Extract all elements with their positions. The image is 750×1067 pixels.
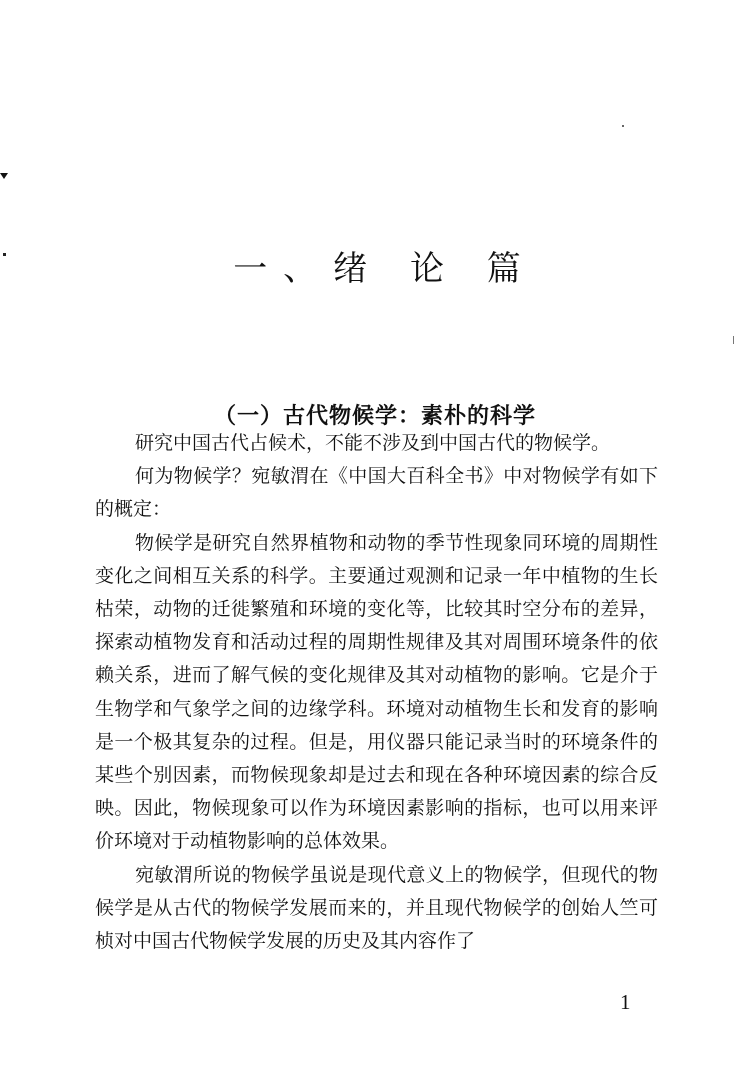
section-heading: （一）古代物候学：素朴的科学	[213, 404, 536, 430]
paragraph: 研究中国古代占候术，不能不涉及到中国古代的物候学。	[135, 432, 611, 454]
scan-mark	[733, 336, 734, 344]
body-text	[95, 427, 658, 958]
paragraph-quote: 物候学是研究自然界植物和动物的季节性现象同环境的周期性变化之间相互关系的科学。主要通过观测和记录一年中植物的生长枯荣，动物的迁徙繁殖和环境的变化等，比较其时空分布的差异，探索动植物发育和活动过程的周期性规律及其对周围环境条件的依赖关系，进而了解气候的变化规律及其对动植物的影响。它是介于生物学和气象学之间的边缘学科。环境对动植物生长和发育的影响是一个极其复杂的过程。但是，用仪器只能记录当时的环境条件的某些个别因素，而物候现象却是过去和现在各种环境因素的综合反映。因此，物候现象可以作为环境因素影响的指标，也可以用来评价环境对于动植物影响的总体效果。	[95, 531, 658, 853]
scan-mark	[0, 173, 8, 179]
paragraph: 宛敏渭所说的物候学虽说是现代意义上的物候学，但现代的物候学是从古代的物候学发展而来的，并且现代物候学的创始人竺可桢对中国古代物候学发展的历史及其内容作了	[95, 863, 658, 953]
scan-mark	[622, 125, 624, 127]
page-number: 1	[620, 990, 631, 1014]
chapter-title: 一、绪 论 篇	[233, 248, 537, 289]
paragraph: 何为物候学？宛敏渭在《中国大百科全书》中对物候学有如下的概定：	[95, 465, 658, 521]
